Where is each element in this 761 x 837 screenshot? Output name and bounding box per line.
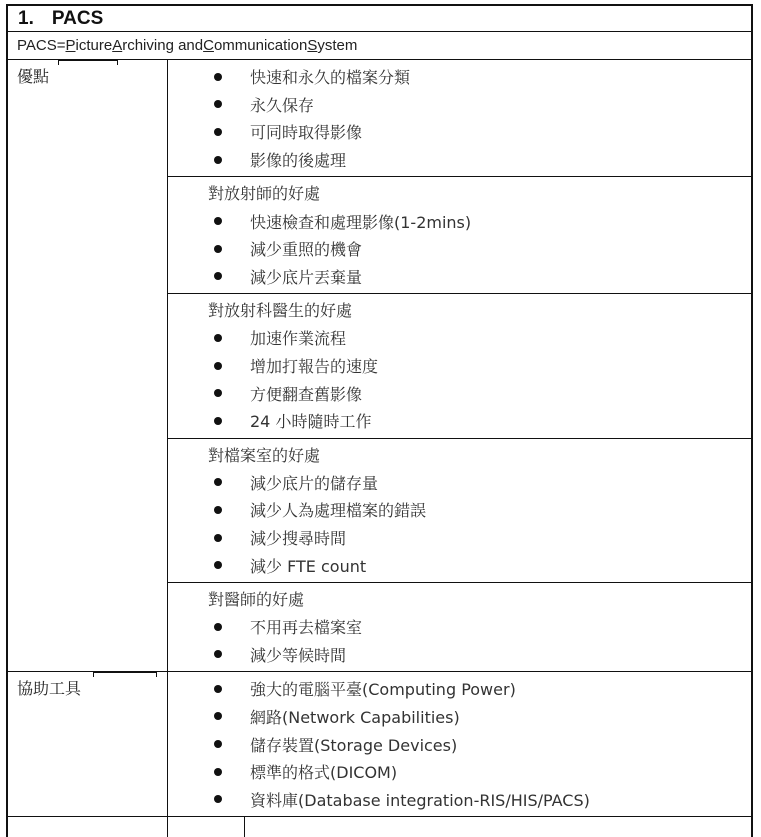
bullet-icon — [214, 362, 222, 370]
advantages-section — [6, 60, 753, 672]
list-item — [168, 407, 751, 435]
item-text: 減少 FTE count — [250, 556, 367, 576]
heading-number: 1. — [18, 7, 34, 29]
advantages-group-radiographer — [168, 177, 751, 294]
tools-content — [168, 672, 751, 816]
bullet-icon — [214, 245, 222, 253]
pacs-definition — [6, 32, 753, 60]
list-item — [168, 63, 751, 91]
list-item — [168, 758, 751, 786]
list-item — [168, 613, 751, 641]
item-text: 儲存裝置(Storage Devices) — [250, 735, 458, 755]
bullet-icon — [214, 217, 222, 225]
list-item — [168, 118, 751, 146]
item-text: 減少搜尋時間 — [250, 529, 347, 549]
bullet-icon — [214, 623, 222, 631]
definition-word: rchiving and — [122, 37, 204, 54]
definition-initial: A — [112, 37, 123, 54]
item-text: 減少重照的機會 — [250, 240, 363, 260]
tools-list — [168, 672, 751, 816]
bullet-icon — [214, 478, 222, 486]
bullet-icon — [214, 334, 222, 342]
bullet-icon — [214, 156, 222, 164]
bullet-icon — [214, 272, 222, 280]
section-heading — [6, 4, 753, 32]
bullet-icon — [214, 561, 222, 569]
item-text: 方便翻查舊影像 — [250, 384, 363, 404]
item-text: 減少等候時間 — [250, 645, 347, 665]
bullet-icon — [214, 128, 222, 136]
next-row-cell — [8, 817, 168, 837]
list-item — [168, 352, 751, 380]
item-text: 減少底片丟棄量 — [250, 267, 363, 287]
group-title: 對檔案室的好處 — [208, 445, 321, 465]
advantages-content — [168, 60, 751, 671]
item-text: 加速作業流程 — [250, 329, 347, 349]
definition-word: ommunication — [213, 37, 308, 54]
list-item — [168, 207, 751, 235]
bullet-icon — [214, 712, 222, 720]
definition-initial: P — [65, 37, 76, 54]
definition-initial: S — [307, 37, 318, 54]
list-item — [168, 703, 751, 731]
list-item — [168, 641, 751, 669]
definition-initial: C — [203, 37, 214, 54]
bullet-icon — [214, 417, 222, 425]
bullet-icon — [214, 534, 222, 542]
item-text: 強大的電腦平臺(Computing Power) — [250, 680, 516, 700]
definition-prefix: PACS= — [17, 37, 66, 54]
bullet-icon — [214, 795, 222, 803]
group-title: 對醫師的好處 — [208, 589, 305, 609]
list-item — [168, 379, 751, 407]
list-item — [168, 496, 751, 524]
list-item — [168, 469, 751, 497]
advantages-group-physician — [168, 583, 751, 671]
definition-word: ystem — [317, 37, 358, 54]
bullet-icon — [214, 685, 222, 693]
list-item — [168, 235, 751, 263]
advantages-group-radiologist — [168, 294, 751, 438]
item-text: 標準的格式(DICOM) — [250, 763, 398, 783]
list-item — [168, 524, 751, 552]
tools-label: 協助工具 — [17, 679, 82, 699]
item-text: 減少底片的儲存量 — [250, 473, 379, 493]
item-text: 不用再去檔案室 — [250, 618, 363, 638]
next-row-cell — [168, 817, 245, 837]
group-title: 對放射師的好處 — [208, 184, 321, 204]
bullet-icon — [214, 73, 222, 81]
advantages-group-records-room — [168, 439, 751, 583]
definition-word: icture — [75, 37, 113, 54]
bullet-icon — [214, 650, 222, 658]
advantages-label-cell — [8, 60, 168, 671]
item-text: 可同時取得影像 — [250, 123, 363, 143]
heading-title: PACS — [51, 7, 104, 29]
decorative-line — [93, 672, 157, 677]
list-item — [168, 675, 751, 703]
item-text: 影像的後處理 — [250, 151, 347, 171]
advantages-label: 優點 — [17, 67, 50, 86]
item-text: 永久保存 — [250, 95, 315, 115]
list-item — [168, 785, 751, 813]
item-text: 資料庫(Database integration-RIS/HIS/PACS) — [250, 790, 590, 810]
list-item — [168, 730, 751, 758]
list-item — [168, 551, 751, 579]
item-text: 網路(Network Capabilities) — [250, 707, 460, 727]
item-text: 快速和永久的檔案分類 — [250, 68, 411, 88]
group-title: 對放射科醫生的好處 — [208, 301, 353, 321]
pacs-document — [6, 4, 753, 837]
list-item — [168, 263, 751, 291]
bullet-icon — [214, 768, 222, 776]
bullet-icon — [214, 506, 222, 514]
tools-section — [6, 672, 753, 817]
next-row-partial — [6, 817, 753, 837]
advantages-group-general — [168, 60, 751, 177]
bullet-icon — [214, 389, 222, 397]
bullet-icon — [214, 740, 222, 748]
list-item — [168, 324, 751, 352]
item-text: 快速檢查和處理影像(1-2mins) — [250, 212, 472, 232]
list-item — [168, 91, 751, 119]
item-text: 減少人為處理檔案的錯誤 — [250, 501, 427, 521]
item-text: 增加打報告的速度 — [250, 357, 379, 377]
list-item — [168, 146, 751, 174]
bullet-icon — [214, 100, 222, 108]
tools-label-cell — [8, 672, 168, 816]
item-text: 24 小時隨時工作 — [250, 412, 372, 432]
decorative-line — [58, 60, 118, 65]
